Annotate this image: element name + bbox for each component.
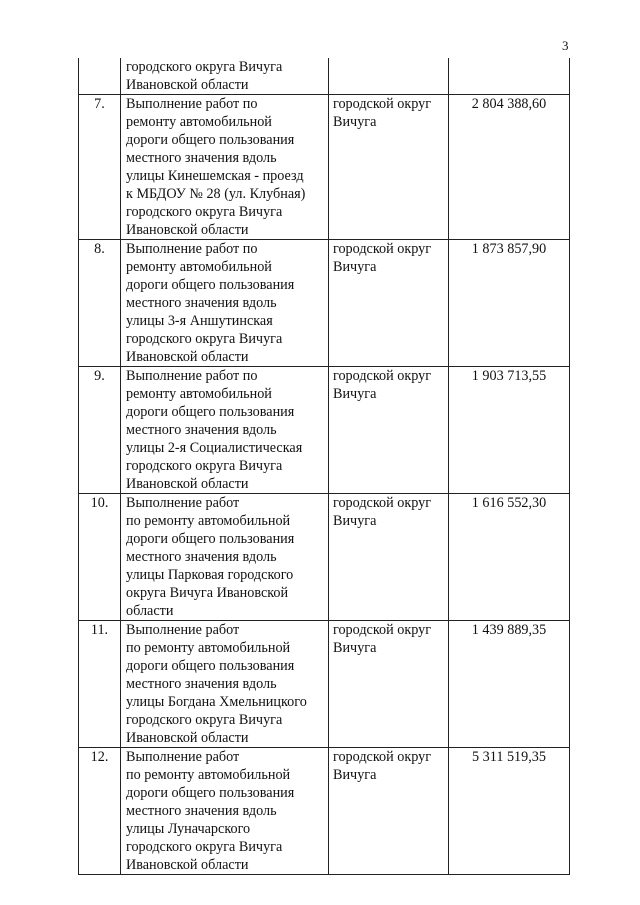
row-number: 12. <box>79 748 121 875</box>
work-name: Выполнение работ по ремонту автомобильной дороги общего пользования местного значения вдоль улицы Кинешемская - проезд к МБДОУ № 28 (ул. Клубная) городского округа Вичуга Ивановской области <box>121 95 329 240</box>
sum: 5 311 519,35 <box>449 748 570 875</box>
page-number: 3 <box>562 38 569 53</box>
row-number: 11. <box>79 621 121 748</box>
location: городской округ Вичуга <box>329 240 449 367</box>
location: городской округ Вичуга <box>329 95 449 240</box>
work-name: Выполнение работ по ремонту автомобильной дороги общего пользования местного значения вдоль улицы Луначарского городского округа Вичуга Ивановской области <box>121 748 329 875</box>
work-name: городского округа Вичуга Ивановской области <box>126 59 283 93</box>
works-table <box>78 58 570 875</box>
location: городской округ Вичуга <box>329 748 449 875</box>
row-number: 8. <box>79 240 121 367</box>
work-name: Выполнение работ по ремонту автомобильной дороги общего пользования местного значения вдоль улицы Богдана Хмельницкого городского округа Вичуга Ивановской области <box>121 621 329 748</box>
work-name: Выполнение работ по ремонту автомобильной дороги общего пользования местного значения вдоль улицы 2-я Социалистическая городского округа Вичуга Ивановской области <box>121 367 329 494</box>
table-row <box>79 494 570 621</box>
sum-cell <box>449 58 570 95</box>
table-row <box>79 240 570 367</box>
row-number: 10. <box>79 494 121 621</box>
row-number: 9. <box>79 367 121 494</box>
work-name: Выполнение работ по ремонту автомобильной дороги общего пользования местного значения вдоль улицы Парковая городского округа Вичуга Ивановской области <box>121 494 329 621</box>
location-cell <box>329 58 449 95</box>
row-number: 7. <box>79 95 121 240</box>
table-row <box>79 95 570 240</box>
work-name-cell <box>121 58 329 95</box>
sum: 1 873 857,90 <box>449 240 570 367</box>
sum: 1 439 889,35 <box>449 621 570 748</box>
work-name: Выполнение работ по ремонту автомобильной дороги общего пользования местного значения вдоль улицы 3-я Аншутинская городского округа Вичуга Ивановской области <box>121 240 329 367</box>
location: городской округ Вичуга <box>329 494 449 621</box>
table-row <box>79 621 570 748</box>
row-number-cell <box>79 58 121 95</box>
table-row-continuation <box>79 58 570 95</box>
sum: 2 804 388,60 <box>449 95 570 240</box>
location: городской округ Вичуга <box>329 367 449 494</box>
location: городской округ Вичуга <box>329 621 449 748</box>
table-row <box>79 367 570 494</box>
table-row <box>79 748 570 875</box>
sum: 1 616 552,30 <box>449 494 570 621</box>
sum: 1 903 713,55 <box>449 367 570 494</box>
